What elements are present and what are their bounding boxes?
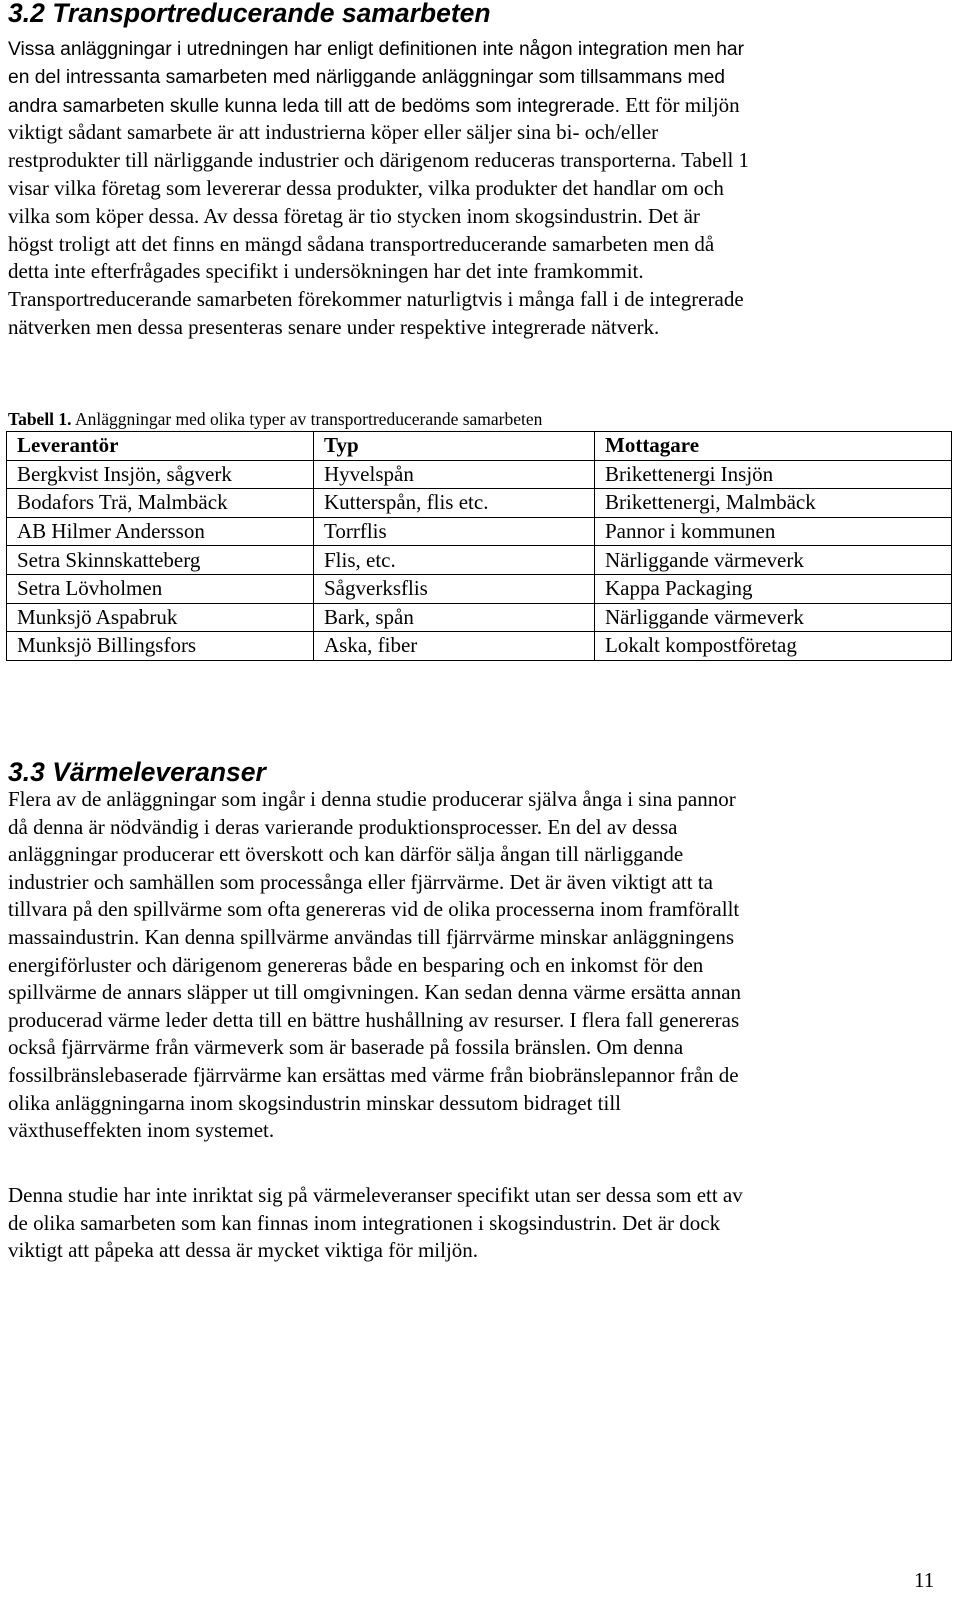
table-caption-text: Anläggningar med olika typer av transportreducerande samarbeten [71,409,543,429]
supplier-cell: Bodafors Trä, Malmbäck [7,489,314,518]
type-cell: Flis, etc. [314,546,595,575]
paragraph-line: anläggningar producerar ett överskott och kan därför sälja ångan till närliggande [8,842,684,867]
paragraph-line: Transportreducerande samarbeten förekommer naturligtvis i många fall i de integrerade [8,287,744,312]
paragraph-line: växthuseffekten inom systemet. [8,1118,275,1143]
paragraph-line: industrier och samhällen som processånga eller fjärrvärme. Det är även viktigt att ta [8,869,713,894]
paragraph-line-fragment: Ett för miljön [620,92,740,117]
table-caption [8,408,542,430]
paragraph-line: viktigt att påpeka att dessa är mycket viktiga för miljön. [8,1238,479,1263]
table-row [7,574,952,603]
recipient-cell: Lokalt kompostföretag [595,632,952,661]
paragraph-line: visar vilka företag som levererar dessa produkter, vilka produkter det handlar om och [8,175,724,200]
paragraph-line: Vissa anläggningar i utredningen har enligt definitionen inte någon integration men har [8,39,745,60]
table-row [7,517,952,546]
paragraph-line: de olika samarbeten som kan finnas inom integrationen i skogsindustrin. Det är dock [8,1210,721,1235]
type-cell: Bark, spån [314,603,595,632]
paragraph-line: en del intressanta samarbeten med närliggande anläggningar som tillsammans med [8,66,726,88]
table-row [7,603,952,632]
table-caption-label: Tabell 1. [8,409,72,429]
recipient-cell: Brikettenergi, Malmbäck [595,489,952,518]
paragraph-line: Flera av de anläggningar som ingår i denna studie producerar själva ånga i sina pannor [8,787,736,811]
paragraph-line: restprodukter till närliggande industrier och därigenom reduceras transporterna. Tabell 1 [8,148,750,173]
paragraph-line: olika anläggningarna inom skogsindustrin minskar dessutom bidraget till [8,1090,621,1115]
table-row [7,632,952,661]
page-number: 11 [914,1568,935,1592]
paragraph-line: Denna studie har inte inriktat sig på värmeleveranser specifikt utan ser dessa som ett av [8,1183,743,1207]
column-header-type: Typ [314,432,595,461]
table-row [7,546,952,575]
type-cell: Kutterspån, flis etc. [314,489,595,518]
supplier-cell: AB Hilmer Andersson [7,517,314,546]
paragraph-line: producerad värme leder detta till en bättre hushållning av resurser. I flera fall genereras [8,1007,740,1032]
recipient-cell: Brikettenergi Insjön [595,460,952,489]
section-3-3-paragraph-2 [8,1182,943,1265]
recipient-cell: Pannor i kommunen [595,517,952,546]
recipient-cell: Närliggande värmeverk [595,546,952,575]
table-row [7,489,952,518]
paragraph-line: tillvara på den spillvärme som ofta genereras vid de olika processerna inom framförallt [8,897,740,922]
recipient-cell: Närliggande värmeverk [595,603,952,632]
paragraph-line: högst troligt att det finns en mängd sådana transportreducerande samarbeten men då [8,231,715,256]
paragraph-line: vilka som köper dessa. Av dessa företag är tio stycken inom skogsindustrin. Det är [8,203,700,228]
paragraph-line [8,92,943,120]
paragraph-line: fossilbränslebaserade fjärrvärme kan ersättas med värme från biobränslepannor från de [8,1062,739,1087]
paragraph-line: massaindustrin. Kan denna spillvärme användas till fjärrvärme minskar anläggningens [8,924,735,949]
paragraph-line: spillvärme de annars släpper ut till omgivningen. Kan sedan denna värme ersätta annan [8,980,742,1005]
supplier-cell: Munksjö Billingsfors [7,632,314,661]
supplier-table [6,431,952,661]
table-header-row [7,432,952,461]
paragraph-line: nätverken men dessa presenteras senare under respektive integrerade nätverk. [8,314,660,339]
column-header-recipient: Mottagare [595,432,952,461]
type-cell: Hyvelspån [314,460,595,489]
paragraph-line-fragment: andra samarbeten skulle kunna leda till att de bedöms som integrerade. [8,95,621,117]
type-cell: Torrflis [314,517,595,546]
paragraph-line: energiförluster och därigenom genereras både en besparing och en inkomst för den [8,952,704,977]
supplier-cell: Setra Skinnskatteberg [7,546,314,575]
type-cell: Sågverksflis [314,574,595,603]
supplier-cell: Bergkvist Insjön, sågverk [7,460,314,489]
supplier-cell: Setra Lövholmen [7,574,314,603]
section-heading-3-3: 3.3 Värmeleveranser [8,757,266,787]
section-3-3-paragraph-1 [8,786,943,1145]
recipient-cell: Kappa Packaging [595,574,952,603]
paragraph-line: detta inte efterfrågades specifikt i undersökningen har det inte framkommit. [8,259,644,284]
type-cell: Aska, fiber [314,632,595,661]
column-header-supplier: Leverantör [7,432,314,461]
paragraph-line: viktigt sådant samarbete är att industrierna köper eller säljer sina bi- och/eller [8,120,659,145]
paragraph-line: då denna är nödvändig i deras varierande produktionsprocesser. En del av dessa [8,814,678,839]
section-heading-3-2: 3.2 Transportreducerande samarbeten [8,0,491,28]
table-row [7,460,952,489]
section-3-2-paragraph [8,36,943,342]
paragraph-line: också fjärrvärme från värmeverk som är baserade på fossila bränslen. Om denna [8,1035,684,1060]
supplier-cell: Munksjö Aspabruk [7,603,314,632]
